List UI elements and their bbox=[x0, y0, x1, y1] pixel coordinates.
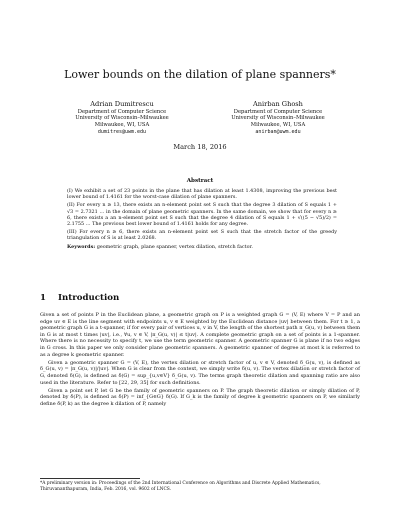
section-title: Introduction bbox=[58, 293, 120, 303]
section-number: 1 bbox=[40, 293, 46, 303]
body-paragraph: Given a point set P, let G be the family of geometric spanners on P. The graph theoretic dilation or simply dilation of P, denoted by δ(P), is defined as δ(P) = inf_{G∈G} δ(G). If G_k is the family of degree k geometric spanners on P, we similarly define δ(P, k) as the degree k dilation of P, namely bbox=[40, 387, 360, 407]
author-city: Milwaukee, WI, USA bbox=[250, 121, 306, 128]
footnote: *A preliminary version in: Proceedings of the 2nd International Conference on Algorithms and Discrete Applied Mathematics, Thiruvananthapuram, India, Feb. 2016, vol. 9602 of LNCS. bbox=[40, 481, 321, 492]
author-university: University of Wisconsin–Milwaukee bbox=[75, 115, 169, 122]
paper-date: March 18, 2016 bbox=[173, 143, 227, 151]
footnote-rule bbox=[40, 478, 140, 479]
author-name: Adrian Dumitrescu bbox=[90, 100, 154, 108]
section-heading bbox=[40, 293, 119, 303]
author-email[interactable]: dumitres@uwm.edu bbox=[97, 129, 147, 136]
abstract-heading: Abstract bbox=[186, 178, 214, 184]
author-block-1 bbox=[42, 100, 202, 136]
author-email[interactable]: anirban@uwm.edu bbox=[255, 129, 301, 136]
author-university: University of Wisconsin–Milwaukee bbox=[231, 115, 325, 122]
author-dept: Department of Computer Science bbox=[233, 109, 323, 115]
abstract-paragraph: (II) For every n ≥ 13, there exists an n-element point set S such that the degree 3 dilation of S equals 1 + √3 = 2.7321 … in the domain of plane geometric spanners. In the same domain, we show that for every n ≥ 6, there exists a an n-element point set S such that the degree 4 dilation of S equals 1 + √((5 − √5)/2) = 2.1755 … The previous best lower bound of 1.4161 holds for any degree. bbox=[67, 202, 337, 228]
body-paragraph: Given a set of points P in the Euclidean plane, a geometric graph on P is a weighted graph G = (V, E) where V = P and an edge uv ∈ E is the line segment with endpoints u, v ∈ E weighted by the Euclidean distance |uv| between them. For t ≥ 1, a geometric graph G is a t-spanner, if for every pair of vertices u, v in V, the length of the shortest path π_G(u, v) between them in G is at most t times |uv|, i.e., ∀u, v ∈ V, |π_G(u, v)| ≤ t|uv|. A complete geometric graph on a set of points is a 1-spanner. Where there is no necessity to specify t, we use the term geometric spanner. A geometric spanner G is plane if no two edges in G cross. In this paper we only consider plane geometric spanners. A geometric spanner of degree at most k is referred to as a degree k geometric spanner. bbox=[40, 312, 360, 358]
keywords-label: Keywords: bbox=[67, 243, 96, 250]
abstract-paragraph: (I) We exhibit a set of 23 points in the plane that has dilation at least 1.4308, improving the previous best lower bound of 1.4161 for the worst-case dilation of plane spanners. bbox=[67, 188, 337, 201]
abstract-body bbox=[67, 188, 337, 252]
keywords-text: geometric graph, plane spanner, vertex dilation, stretch factor. bbox=[96, 243, 253, 250]
author-city: Milwaukee, WI, USA bbox=[94, 121, 150, 128]
keywords-line bbox=[67, 244, 337, 250]
abstract-paragraph: (III) For every n ≥ 6, there exists an n-element point set S such that the stretch factor of the greedy triangulation of S is at least 2.0268. bbox=[67, 229, 337, 242]
paper-title: Lower bounds on the dilation of plane spanners* bbox=[64, 68, 336, 81]
body-paragraph: Given a geometric spanner G = (V, E), the vertex dilation or stretch factor of u, v ∈ V, denoted δ_G(u, v), is defined as δ_G(u, v) = |π_G(u, v)|/|uv|. When G is clear from the context, we simply write δ(u, v). The vertex dilation or stretch factor of G, denoted δ(G), is defined as δ(G) = sup_{u,v∈V} δ_G(u, v). The terms graph theoretic dilation and spanning ratio are also used in the literature. Refer to [22, 29, 35] for such definitions. bbox=[40, 359, 360, 386]
section-body bbox=[40, 312, 360, 409]
author-block-2 bbox=[198, 100, 358, 136]
author-name: Anirban Ghosh bbox=[253, 100, 303, 108]
author-dept: Department of Computer Science bbox=[77, 109, 167, 115]
